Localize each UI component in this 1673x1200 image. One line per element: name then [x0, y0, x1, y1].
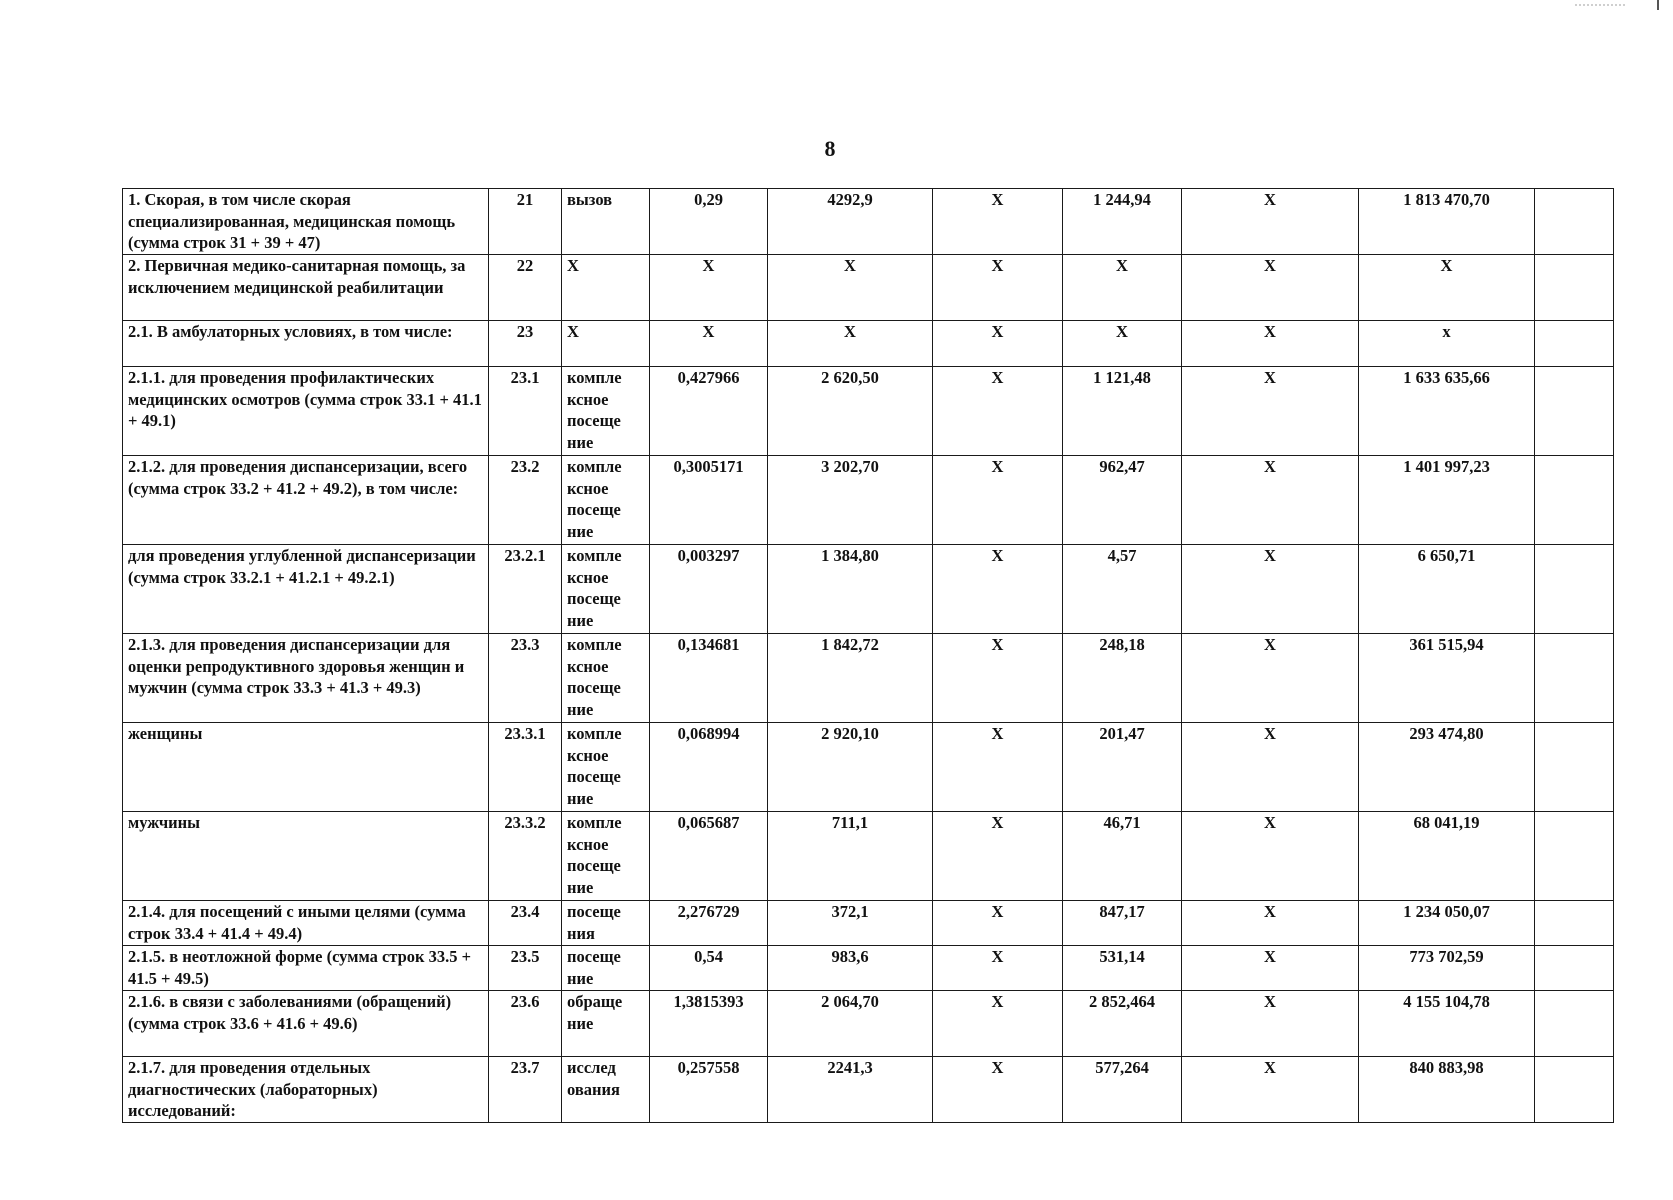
- norm-volume-cell: 2,276729: [650, 901, 768, 946]
- cost-per-unit-cell: 4292,9: [768, 189, 933, 255]
- budget-total-cell: X: [1182, 255, 1359, 321]
- row-code-cell: 23: [489, 321, 562, 367]
- budget-total-cell: X: [1182, 812, 1359, 901]
- table-row: [123, 634, 1614, 723]
- share-cell: [1535, 991, 1614, 1057]
- data-table: [122, 188, 1614, 1123]
- norm-volume-cell: 0,54: [650, 946, 768, 991]
- budget-per-capita-cell: X: [933, 901, 1063, 946]
- budget-per-capita-cell: X: [933, 946, 1063, 991]
- row-name-cell: 2.1.3. для проведения диспансеризации для оценки репродуктивного здоровья женщин и мужчин (сумма строк 33.3 + 41.3 + 49.3): [123, 634, 489, 723]
- unit-cell: обраще ние: [562, 991, 650, 1057]
- oms-per-capita-cell: 847,17: [1063, 901, 1182, 946]
- table-row: [123, 189, 1614, 255]
- unit-cell: вызов: [562, 189, 650, 255]
- row-code-cell: 23.5: [489, 946, 562, 991]
- cost-per-unit-cell: 2241,3: [768, 1057, 933, 1123]
- row-code-cell: 23.3: [489, 634, 562, 723]
- oms-total-cell: 361 515,94: [1359, 634, 1535, 723]
- budget-per-capita-cell: X: [933, 723, 1063, 812]
- unit-cell: компле ксное посеще ние: [562, 812, 650, 901]
- oms-per-capita-cell: X: [1063, 321, 1182, 367]
- table-row: [123, 321, 1614, 367]
- norm-volume-cell: 0,427966: [650, 367, 768, 456]
- cost-per-unit-cell: 2 064,70: [768, 991, 933, 1057]
- budget-per-capita-cell: X: [933, 991, 1063, 1057]
- share-cell: [1535, 189, 1614, 255]
- unit-cell: компле ксное посеще ние: [562, 456, 650, 545]
- oms-per-capita-cell: 531,14: [1063, 946, 1182, 991]
- oms-total-cell: X: [1359, 255, 1535, 321]
- row-code-cell: 23.3.2: [489, 812, 562, 901]
- norm-volume-cell: 0,134681: [650, 634, 768, 723]
- norm-volume-cell: 1,3815393: [650, 991, 768, 1057]
- budget-total-cell: X: [1182, 367, 1359, 456]
- row-name-cell: 2.1.7. для проведения отдельных диагностических (лабораторных) исследований:: [123, 1057, 489, 1123]
- unit-cell: компле ксное посеще ние: [562, 545, 650, 634]
- table-row: [123, 456, 1614, 545]
- budget-total-cell: X: [1182, 991, 1359, 1057]
- share-cell: [1535, 812, 1614, 901]
- budget-per-capita-cell: X: [933, 812, 1063, 901]
- cost-per-unit-cell: 1 384,80: [768, 545, 933, 634]
- page-number: 8: [824, 136, 836, 161]
- norm-volume-cell: 0,068994: [650, 723, 768, 812]
- row-code-cell: 23.7: [489, 1057, 562, 1123]
- oms-per-capita-cell: 46,71: [1063, 812, 1182, 901]
- cost-per-unit-cell: 3 202,70: [768, 456, 933, 545]
- budget-total-cell: X: [1182, 946, 1359, 991]
- table-row: [123, 1057, 1614, 1123]
- row-name-cell: 2.1.2. для проведения диспансеризации, всего (сумма строк 33.2 + 41.2 + 49.2), в том числе:: [123, 456, 489, 545]
- row-name-cell: 2. Первичная медико-санитарная помощь, за исключением медицинской реабилитации: [123, 255, 489, 321]
- norm-volume-cell: 0,003297: [650, 545, 768, 634]
- scan-dot-mark: [1575, 4, 1625, 9]
- table-row: [123, 367, 1614, 456]
- cost-per-unit-cell: 2 620,50: [768, 367, 933, 456]
- row-code-cell: 22: [489, 255, 562, 321]
- unit-cell: компле ксное посеще ние: [562, 634, 650, 723]
- budget-per-capita-cell: X: [933, 1057, 1063, 1123]
- oms-total-cell: x: [1359, 321, 1535, 367]
- budget-total-cell: X: [1182, 901, 1359, 946]
- table-row: [123, 901, 1614, 946]
- table-row: [123, 545, 1614, 634]
- oms-per-capita-cell: 201,47: [1063, 723, 1182, 812]
- row-code-cell: 23.1: [489, 367, 562, 456]
- oms-total-cell: 840 883,98: [1359, 1057, 1535, 1123]
- table-row: [123, 946, 1614, 991]
- oms-total-cell: 1 633 635,66: [1359, 367, 1535, 456]
- oms-per-capita-cell: 2 852,464: [1063, 991, 1182, 1057]
- norm-volume-cell: 0,257558: [650, 1057, 768, 1123]
- unit-cell: компле ксное посеще ние: [562, 367, 650, 456]
- row-name-cell: 2.1.1. для проведения профилактических медицинских осмотров (сумма строк 33.1 + 41.1 + 49.1): [123, 367, 489, 456]
- budget-per-capita-cell: X: [933, 456, 1063, 545]
- share-cell: [1535, 901, 1614, 946]
- budget-per-capita-cell: X: [933, 321, 1063, 367]
- cost-per-unit-cell: 983,6: [768, 946, 933, 991]
- row-name-cell: для проведения углубленной диспансеризации (сумма строк 33.2.1 + 41.2.1 + 49.2.1): [123, 545, 489, 634]
- unit-cell: исслед ования: [562, 1057, 650, 1123]
- table-row: [123, 255, 1614, 321]
- budget-total-cell: X: [1182, 189, 1359, 255]
- unit-cell: компле ксное посеще ние: [562, 723, 650, 812]
- cost-per-unit-cell: 2 920,10: [768, 723, 933, 812]
- row-code-cell: 23.6: [489, 991, 562, 1057]
- oms-per-capita-cell: 1 121,48: [1063, 367, 1182, 456]
- oms-per-capita-cell: 1 244,94: [1063, 189, 1182, 255]
- row-name-cell: 2.1.5. в неотложной форме (сумма строк 33.5 + 41.5 + 49.5): [123, 946, 489, 991]
- share-cell: [1535, 946, 1614, 991]
- scan-edge-mark: [1657, 0, 1659, 10]
- budget-per-capita-cell: X: [933, 634, 1063, 723]
- share-cell: [1535, 634, 1614, 723]
- oms-per-capita-cell: 4,57: [1063, 545, 1182, 634]
- norm-volume-cell: X: [650, 321, 768, 367]
- row-name-cell: 2.1. В амбулаторных условиях, в том числе:: [123, 321, 489, 367]
- cost-per-unit-cell: X: [768, 255, 933, 321]
- share-cell: [1535, 367, 1614, 456]
- oms-total-cell: 6 650,71: [1359, 545, 1535, 634]
- oms-total-cell: 1 401 997,23: [1359, 456, 1535, 545]
- budget-total-cell: X: [1182, 321, 1359, 367]
- row-code-cell: 23.4: [489, 901, 562, 946]
- oms-per-capita-cell: 577,264: [1063, 1057, 1182, 1123]
- oms-per-capita-cell: 962,47: [1063, 456, 1182, 545]
- unit-cell: X: [562, 255, 650, 321]
- row-code-cell: 23.2: [489, 456, 562, 545]
- row-code-cell: 23.2.1: [489, 545, 562, 634]
- share-cell: [1535, 723, 1614, 812]
- budget-per-capita-cell: X: [933, 545, 1063, 634]
- budget-total-cell: X: [1182, 545, 1359, 634]
- share-cell: [1535, 255, 1614, 321]
- row-name-cell: 2.1.4. для посещений с иными целями (сумма строк 33.4 + 41.4 + 49.4): [123, 901, 489, 946]
- budget-total-cell: X: [1182, 634, 1359, 723]
- row-name-cell: мужчины: [123, 812, 489, 901]
- norm-volume-cell: 0,065687: [650, 812, 768, 901]
- cost-per-unit-cell: 372,1: [768, 901, 933, 946]
- oms-total-cell: 68 041,19: [1359, 812, 1535, 901]
- share-cell: [1535, 321, 1614, 367]
- table-row: [123, 991, 1614, 1057]
- cost-per-unit-cell: X: [768, 321, 933, 367]
- row-code-cell: 21: [489, 189, 562, 255]
- budget-total-cell: X: [1182, 723, 1359, 812]
- oms-total-cell: 1 813 470,70: [1359, 189, 1535, 255]
- oms-total-cell: 293 474,80: [1359, 723, 1535, 812]
- share-cell: [1535, 545, 1614, 634]
- row-name-cell: женщины: [123, 723, 489, 812]
- norm-volume-cell: 0,29: [650, 189, 768, 255]
- oms-total-cell: 1 234 050,07: [1359, 901, 1535, 946]
- budget-total-cell: X: [1182, 456, 1359, 545]
- share-cell: [1535, 456, 1614, 545]
- table-row: [123, 812, 1614, 901]
- budget-total-cell: X: [1182, 1057, 1359, 1123]
- oms-total-cell: 773 702,59: [1359, 946, 1535, 991]
- cost-per-unit-cell: 1 842,72: [768, 634, 933, 723]
- oms-per-capita-cell: X: [1063, 255, 1182, 321]
- unit-cell: X: [562, 321, 650, 367]
- share-cell: [1535, 1057, 1614, 1123]
- row-name-cell: 2.1.6. в связи с заболеваниями (обращений) (сумма строк 33.6 + 41.6 + 49.6): [123, 991, 489, 1057]
- budget-per-capita-cell: X: [933, 255, 1063, 321]
- row-code-cell: 23.3.1: [489, 723, 562, 812]
- unit-cell: посеще ния: [562, 901, 650, 946]
- unit-cell: посеще ние: [562, 946, 650, 991]
- norm-volume-cell: 0,3005171: [650, 456, 768, 545]
- cost-per-unit-cell: 711,1: [768, 812, 933, 901]
- oms-total-cell: 4 155 104,78: [1359, 991, 1535, 1057]
- budget-per-capita-cell: X: [933, 367, 1063, 456]
- oms-per-capita-cell: 248,18: [1063, 634, 1182, 723]
- row-name-cell: 1. Скорая, в том числе скорая специализированная, медицинская помощь (сумма строк 31 + 39 + 47): [123, 189, 489, 255]
- norm-volume-cell: X: [650, 255, 768, 321]
- budget-per-capita-cell: X: [933, 189, 1063, 255]
- table-row: [123, 723, 1614, 812]
